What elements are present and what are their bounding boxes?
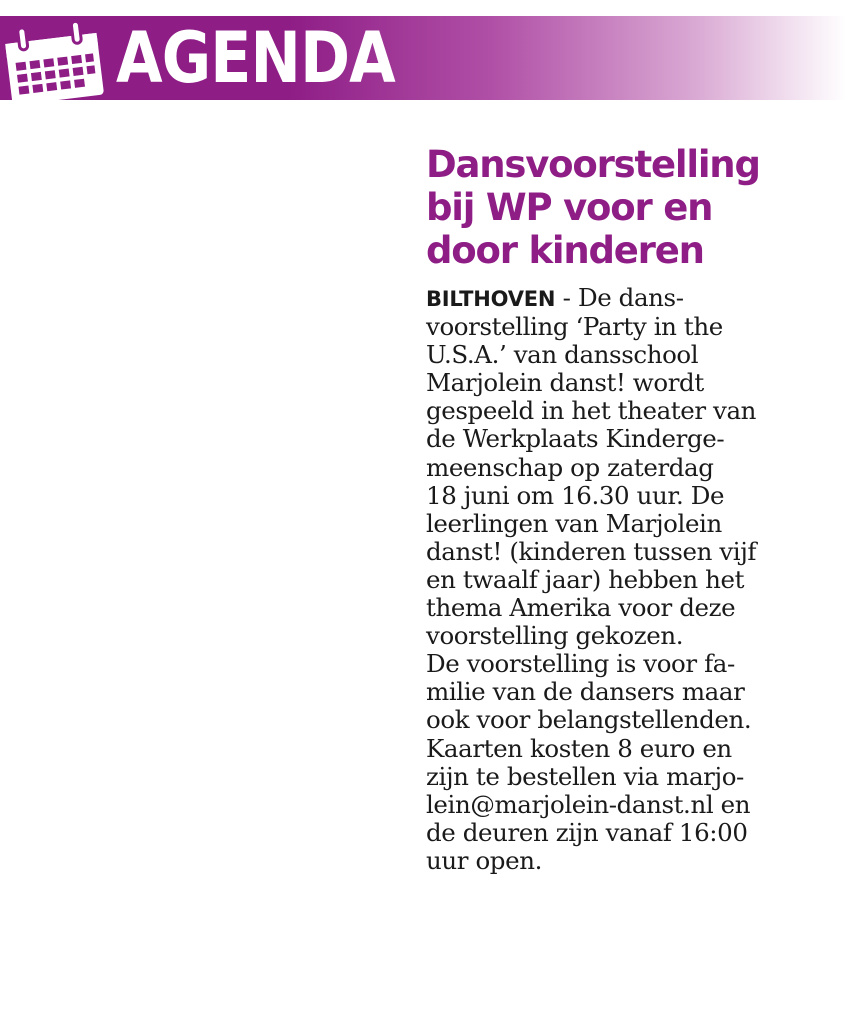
article-body bbox=[426, 284, 844, 875]
body-line: de deuren zijn vanaf 16:00 bbox=[426, 817, 748, 847]
body-line: uur open. bbox=[426, 845, 542, 875]
dateline: BILTHOVEN bbox=[426, 287, 556, 311]
banner-title: AGENDA bbox=[116, 17, 395, 99]
body-line: thema Amerika voor deze bbox=[426, 593, 736, 623]
body-line: 18 juni om 16.30 uur. De bbox=[426, 480, 725, 510]
body-line: meenschap op zaterdag bbox=[426, 452, 714, 482]
body-line: Marjolein danst! wordt bbox=[426, 368, 704, 398]
body-line: Kaarten kosten 8 euro en bbox=[426, 733, 732, 763]
body-line: ook voor belangstellenden. bbox=[426, 705, 752, 735]
body-line: voorstelling ‘Party in the bbox=[426, 312, 723, 342]
article-headline bbox=[426, 143, 846, 272]
body-line: gespeeld in het theater van bbox=[426, 396, 757, 426]
body-line: leerlingen van Marjolein bbox=[426, 508, 722, 538]
body-line: en twaalf jaar) hebben het bbox=[426, 564, 745, 594]
body-line: de Werkplaats Kinderge- bbox=[426, 424, 725, 454]
agenda-banner bbox=[0, 16, 846, 100]
calendar-icon bbox=[0, 16, 112, 100]
headline-line: bij WP voor en bbox=[426, 186, 713, 229]
body-line: De voorstelling is voor fa- bbox=[426, 649, 735, 679]
body-line: danst! (kinderen tussen vijf bbox=[426, 536, 757, 566]
body-line: milie van de dansers maar bbox=[426, 677, 745, 707]
body-line: zijn te bestellen via marjo- bbox=[426, 761, 744, 791]
body-line bbox=[426, 284, 844, 313]
body-line: U.S.A.’ van dansschool bbox=[426, 340, 699, 370]
first-line-rest: - De dans- bbox=[555, 283, 684, 312]
body-line: voorstelling gekozen. bbox=[426, 621, 684, 651]
body-line: lein@marjolein-danst.nl en bbox=[426, 789, 751, 819]
headline-line: door kinderen bbox=[426, 229, 704, 272]
headline-line: Dansvoorstelling bbox=[426, 143, 760, 186]
